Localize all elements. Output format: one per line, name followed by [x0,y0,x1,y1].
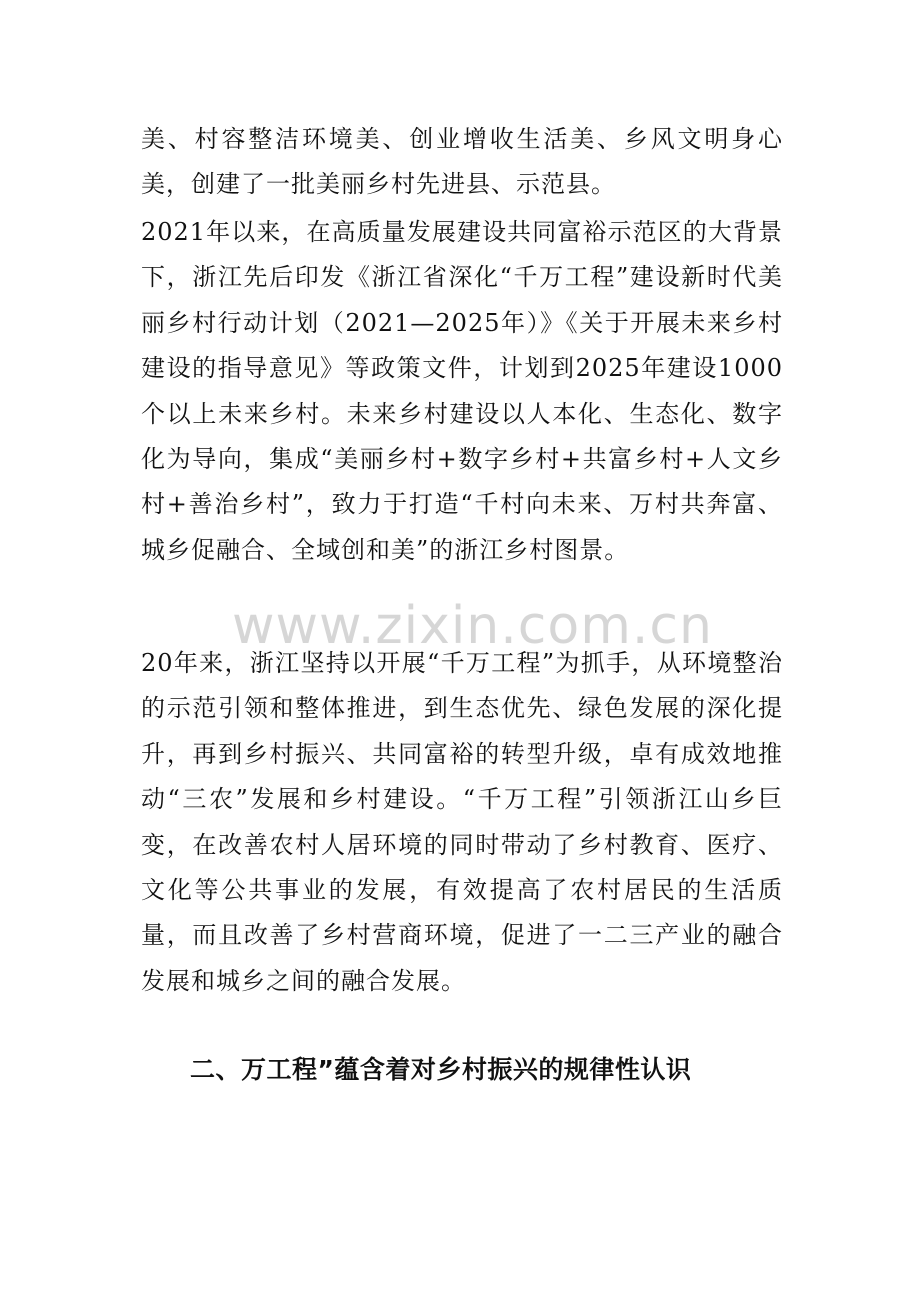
paragraph-2: 2021年以来，在高质量发展建设共同富裕示范区的大背景下，浙江先后印发《浙江省深化“千万工程”建设新时代美丽乡村行动计划（2021—2025年）》《关于开展未来乡村建设的指导意见》等政策文件，计划到2025年建设1000个以上未来乡村。未来乡村建设以人本化、生态化、数字化为导向，集成“美丽乡村+数字乡村+共富乡村+人文乡村+善治乡村”，致力于打造“千村向未来、万村共奔富、城乡促融合、全域创和美”的浙江乡村图景。 [141,218,783,564]
watermark: www.zixin.com.cn [232,596,713,656]
section-heading: 二、万工程”蕴含着对乡村振兴的规律性认识 [190,1055,692,1084]
paragraph-1: 美、村容整洁环境美、创业增收生活美、乡风文明身心美，创建了一批美丽乡村先进县、示范县。 [141,125,783,199]
paragraph-3: 20年来，浙江坚持以开展“千万工程”为抓手，从环境整治的示范引领和整体推进，到生态优先、绿色发展的深化提升，再到乡村振兴、共同富裕的转型升级，卓有成效地推动“三农”发展和乡村建设。“千万工程”引领浙江山乡巨变，在改善农村人居环境的同时带动了乡村教育、医疗、文化等公共事业的发展，有效提高了农村居民的生活质量，而且改善了乡村营商环境，促进了一二三产业的融合发展和城乡之间的融合发展。 [141,649,783,995]
